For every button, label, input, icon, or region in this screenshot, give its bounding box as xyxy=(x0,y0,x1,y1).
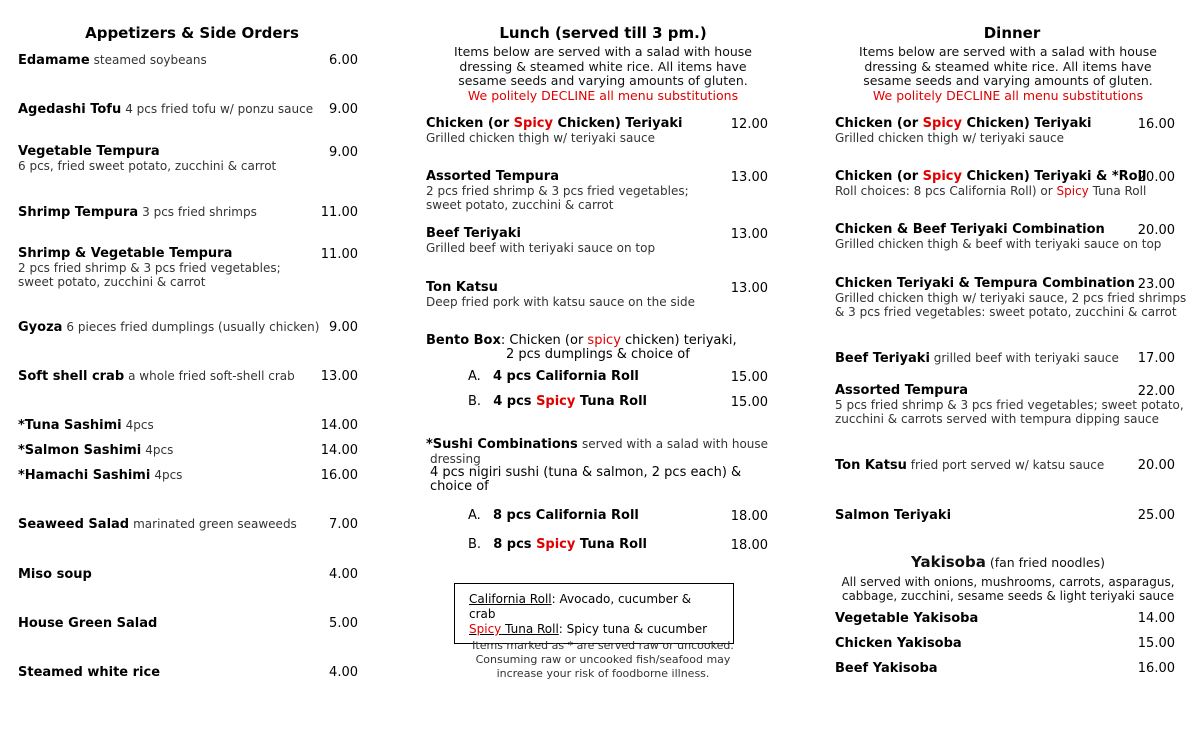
item-name: Bento Box xyxy=(426,333,501,348)
price: 9.00 xyxy=(329,102,358,117)
price: 17.00 xyxy=(1137,351,1175,366)
price: 22.00 xyxy=(1137,384,1175,399)
price: 14.00 xyxy=(1137,611,1175,626)
item-name: *Salmon Sashimi xyxy=(18,443,142,458)
spicy-label: Spicy xyxy=(536,537,576,552)
warning-line: increase your risk of foodborne illness. xyxy=(496,667,710,680)
price: 25.00 xyxy=(1137,508,1175,523)
appetizer-item xyxy=(18,443,173,458)
item-name: Seaweed Salad xyxy=(18,517,130,532)
price: 15.00 xyxy=(1137,636,1175,651)
item-name: Chicken) Teriyaki & *Roll xyxy=(961,169,1147,184)
appetizer-item xyxy=(18,145,276,173)
dinner-intro-line: sesame seeds and varying amounts of gluten. xyxy=(863,73,1153,88)
price: 20.00 xyxy=(1137,458,1175,473)
price: 13.00 xyxy=(730,281,768,296)
item-name: Beef Teriyaki xyxy=(835,351,930,366)
price: 18.00 xyxy=(730,509,768,524)
roll-desc: : Spicy tuna & cucumber xyxy=(558,622,708,636)
option-letter: B. xyxy=(468,394,482,409)
roll-desc: : Avocado, cucumber & crab xyxy=(469,592,692,621)
dinner-decline-note: We politely DECLINE all menu substitutions xyxy=(872,87,1144,103)
item-desc: 2 pcs dumplings & choice of xyxy=(506,347,690,362)
item-desc: 6 pcs, fried sweet potato, zucchini & carrot xyxy=(18,159,277,173)
roll-name: California Roll xyxy=(469,592,552,606)
item-desc: 4pcs xyxy=(145,443,174,457)
item-name: 4 pcs xyxy=(493,394,537,409)
lunch-title: Lunch (served till 3 pm.) xyxy=(499,24,707,42)
appetizers-title: Appetizers & Side Orders xyxy=(85,24,299,42)
dinner-beef-teriyaki xyxy=(835,351,1119,366)
item-desc: 3 pcs fried shrimps xyxy=(142,205,257,219)
appetizer-item xyxy=(18,369,295,384)
item-desc: fried port served w/ katsu sauce xyxy=(910,458,1105,472)
item-desc: Grilled beef with teriyaki sauce on top xyxy=(426,241,656,255)
price: 13.00 xyxy=(730,227,768,242)
item-name: House Green Salad xyxy=(18,616,158,631)
item-name: Beef Teriyaki xyxy=(426,226,521,241)
price: 13.00 xyxy=(730,170,768,185)
item-name: Gyoza xyxy=(18,320,63,335)
item-name: 4 pcs California Roll xyxy=(492,369,639,384)
lunch-chicken-teriyaki xyxy=(426,117,682,145)
item-name: Ton Katsu xyxy=(835,458,907,473)
price: 5.00 xyxy=(329,616,358,631)
yakisoba-header xyxy=(808,555,1200,604)
item-name: *Sushi Combinations xyxy=(426,437,578,452)
price: 16.00 xyxy=(1137,117,1175,132)
price: 4.00 xyxy=(329,567,358,582)
warning-line: Items marked as * are served raw or uncooked. xyxy=(472,639,734,652)
price: 20.00 xyxy=(1137,223,1175,238)
lunch-beef-teriyaki xyxy=(426,227,655,255)
price: 20.00 xyxy=(1137,170,1175,185)
lunch-sushi-combinations xyxy=(426,437,768,494)
lunch-intro-line: Items below are served with a salad with house xyxy=(454,44,752,59)
price: 18.00 xyxy=(730,538,768,553)
dinner-chicken-teriyaki xyxy=(835,117,1091,145)
price: 23.00 xyxy=(1137,277,1175,292)
item-name: Assorted Tempura xyxy=(426,169,559,184)
price: 16.00 xyxy=(1137,661,1175,676)
item-name: Ton Katsu xyxy=(426,280,498,295)
appetizer-item xyxy=(18,53,207,68)
yakisoba-title: Yakisoba xyxy=(911,553,986,571)
price: 11.00 xyxy=(320,247,358,262)
item-name: Shrimp & Vegetable Tempura xyxy=(18,246,233,261)
item-desc: steamed soybeans xyxy=(93,53,207,67)
price: 15.00 xyxy=(730,395,768,410)
appetizer-item xyxy=(18,665,164,680)
item-desc: served with a salad with house xyxy=(581,437,769,451)
option-letter: A. xyxy=(468,369,481,384)
price: 14.00 xyxy=(320,443,358,458)
item-name: Tuna Roll xyxy=(575,394,648,409)
item-desc: 4pcs xyxy=(125,418,154,432)
price: 7.00 xyxy=(329,517,358,532)
lunch-decline-note: We politely DECLINE all menu substitutions xyxy=(467,87,739,103)
item-desc: dressing xyxy=(430,452,481,466)
item-name: Soft shell crab xyxy=(18,369,125,384)
item-name: Chicken (or xyxy=(426,116,514,131)
lunch-sushi-option-a xyxy=(468,509,639,523)
item-name: Edamame xyxy=(18,53,90,68)
lunch-intro-line: sesame seeds and varying amounts of gluten. xyxy=(458,73,748,88)
dinner-intro-line: dressing & steamed white rice. All items have xyxy=(864,58,1152,74)
item-desc: 2 pcs fried shrimp & 3 pcs fried vegetables; xyxy=(426,184,689,198)
dinner-intro xyxy=(808,45,1200,103)
item-desc: sweet potato, zucchini & carrot xyxy=(426,198,614,212)
spicy-label: Spicy xyxy=(469,622,502,636)
item-name: Chicken (or xyxy=(835,116,923,131)
item-desc: marinated green seaweeds xyxy=(133,517,297,531)
item-name: 8 pcs xyxy=(493,537,537,552)
item-name: Chicken) Teriyaki xyxy=(961,116,1092,131)
item-name: Salmon Teriyaki xyxy=(835,508,952,523)
item-desc: 4 pcs fried tofu w/ ponzu sauce xyxy=(125,102,314,116)
appetizer-item xyxy=(18,616,161,631)
roll-name: Tuna Roll xyxy=(501,622,559,636)
item-desc: sweet potato, zucchini & carrot xyxy=(18,275,206,289)
appetizer-item xyxy=(18,567,96,582)
item-desc: Grilled chicken thigh & beef with teriyaki sauce on top xyxy=(835,237,1162,251)
lunch-bento-box xyxy=(426,334,737,362)
item-name: Assorted Tempura xyxy=(835,383,968,398)
spicy-label: Spicy xyxy=(536,394,576,409)
dinner-chicken-teriyaki-roll xyxy=(835,170,1147,198)
option-letter: A. xyxy=(468,508,481,523)
yakisoba-desc: All served with onions, mushrooms, carrots, asparagus, xyxy=(841,574,1175,589)
dinner-title: Dinner xyxy=(983,24,1041,42)
price: 16.00 xyxy=(320,468,358,483)
lunch-intro xyxy=(403,45,803,103)
price: 15.00 xyxy=(730,370,768,385)
item-desc: 2 pcs fried shrimp & 3 pcs fried vegetables; xyxy=(18,261,281,275)
dinner-chicken-yakisoba xyxy=(835,636,962,651)
price: 9.00 xyxy=(329,145,358,160)
item-name: 8 pcs California Roll xyxy=(492,508,639,523)
item-desc: 6 pieces fried dumplings (usually chicken) xyxy=(66,320,320,334)
item-desc: Roll choices: 8 pcs California Roll) or xyxy=(835,184,1057,198)
dinner-intro-line: Items below are served with a salad with house xyxy=(859,44,1157,59)
option-letter: B. xyxy=(468,537,482,552)
lunch-sushi-option-b xyxy=(468,538,647,552)
item-name: Beef Yakisoba xyxy=(835,661,938,676)
lunch-intro-line: dressing & steamed white rice. All items have xyxy=(459,58,747,74)
item-desc: chicken) teriyaki, xyxy=(620,333,737,348)
item-name: *Tuna Sashimi xyxy=(18,418,122,433)
warning-line: Consuming raw or uncooked fish/seafood may xyxy=(475,653,731,666)
appetizer-item xyxy=(18,247,281,289)
item-desc: 4 pcs nigiri sushi (tuna & salmon, 2 pcs each) & xyxy=(430,465,742,480)
dinner-beef-yakisoba xyxy=(835,661,938,676)
item-desc: & 3 pcs fried vegetables: sweet potato, zucchini & carrot xyxy=(835,305,1177,319)
roll-legend-box xyxy=(454,583,734,644)
spicy-label: Spicy xyxy=(922,116,962,131)
item-name: Shrimp Tempura xyxy=(18,205,139,220)
item-name: Chicken & Beef Teriyaki Combination xyxy=(835,222,1105,237)
item-desc: grilled beef with teriyaki sauce xyxy=(933,351,1119,365)
item-desc: 4pcs xyxy=(154,468,183,482)
item-name: *Hamachi Sashimi xyxy=(18,468,151,483)
dinner-vegetable-yakisoba xyxy=(835,611,978,626)
item-name: Miso soup xyxy=(18,567,92,582)
price: 13.00 xyxy=(320,369,358,384)
item-name: Tuna Roll xyxy=(575,537,648,552)
item-desc: : Chicken (or xyxy=(500,333,588,348)
spicy-label: Spicy xyxy=(513,116,553,131)
item-desc: Grilled chicken thigh w/ teriyaki sauce, 2 pcs fried shrimps xyxy=(835,291,1187,305)
dinner-ton-katsu xyxy=(835,458,1104,473)
item-desc: Grilled chicken thigh w/ teriyaki sauce xyxy=(835,131,1064,145)
lunch-assorted-tempura xyxy=(426,170,689,212)
item-name: Chicken (or xyxy=(835,169,923,184)
item-name: Agedashi Tofu xyxy=(18,102,122,117)
yakisoba-subtitle: (fan fried noodles) xyxy=(989,555,1105,570)
spicy-label: Spicy xyxy=(1056,184,1089,198)
appetizer-item xyxy=(18,517,297,532)
dinner-salmon-teriyaki xyxy=(835,508,951,523)
appetizer-item xyxy=(18,205,257,220)
item-name: Steamed white rice xyxy=(18,665,161,680)
item-desc: zucchini & carrots served with tempura dipping sauce xyxy=(835,412,1160,426)
price: 11.00 xyxy=(320,205,358,220)
appetizer-item xyxy=(18,102,313,117)
yakisoba-desc: cabbage, zucchini, sesame seeds & light teriyaki sauce xyxy=(841,589,1175,603)
item-name: Chicken) Teriyaki xyxy=(552,116,683,131)
price: 4.00 xyxy=(329,665,358,680)
spicy-label: Spicy xyxy=(922,169,962,184)
lunch-bento-option-a xyxy=(468,370,639,384)
item-desc: Deep fried pork with katsu sauce on the side xyxy=(426,295,696,309)
item-name: Vegetable Tempura xyxy=(18,144,160,159)
appetizer-item xyxy=(18,320,319,335)
spicy-label: spicy xyxy=(587,333,621,348)
lunch-ton-katsu xyxy=(426,281,695,309)
item-desc: Tuna Roll xyxy=(1088,184,1147,198)
item-desc: Grilled chicken thigh w/ teriyaki sauce xyxy=(426,131,655,145)
price: 12.00 xyxy=(730,117,768,132)
item-name: Vegetable Yakisoba xyxy=(835,611,979,626)
item-name: Chicken Teriyaki & Tempura Combination xyxy=(835,276,1135,291)
appetizer-item xyxy=(18,468,182,483)
item-desc: choice of xyxy=(430,479,489,494)
price: 6.00 xyxy=(329,53,358,68)
raw-food-warning xyxy=(403,639,803,681)
item-desc: 5 pcs fried shrimp & 3 pcs fried vegetables; sweet potato, xyxy=(835,398,1184,412)
appetizer-item xyxy=(18,418,154,433)
item-name: Chicken Yakisoba xyxy=(835,636,962,651)
item-desc: a whole fried soft-shell crab xyxy=(128,369,295,383)
price: 9.00 xyxy=(329,320,358,335)
lunch-bento-option-b xyxy=(468,395,647,409)
price: 14.00 xyxy=(320,418,358,433)
